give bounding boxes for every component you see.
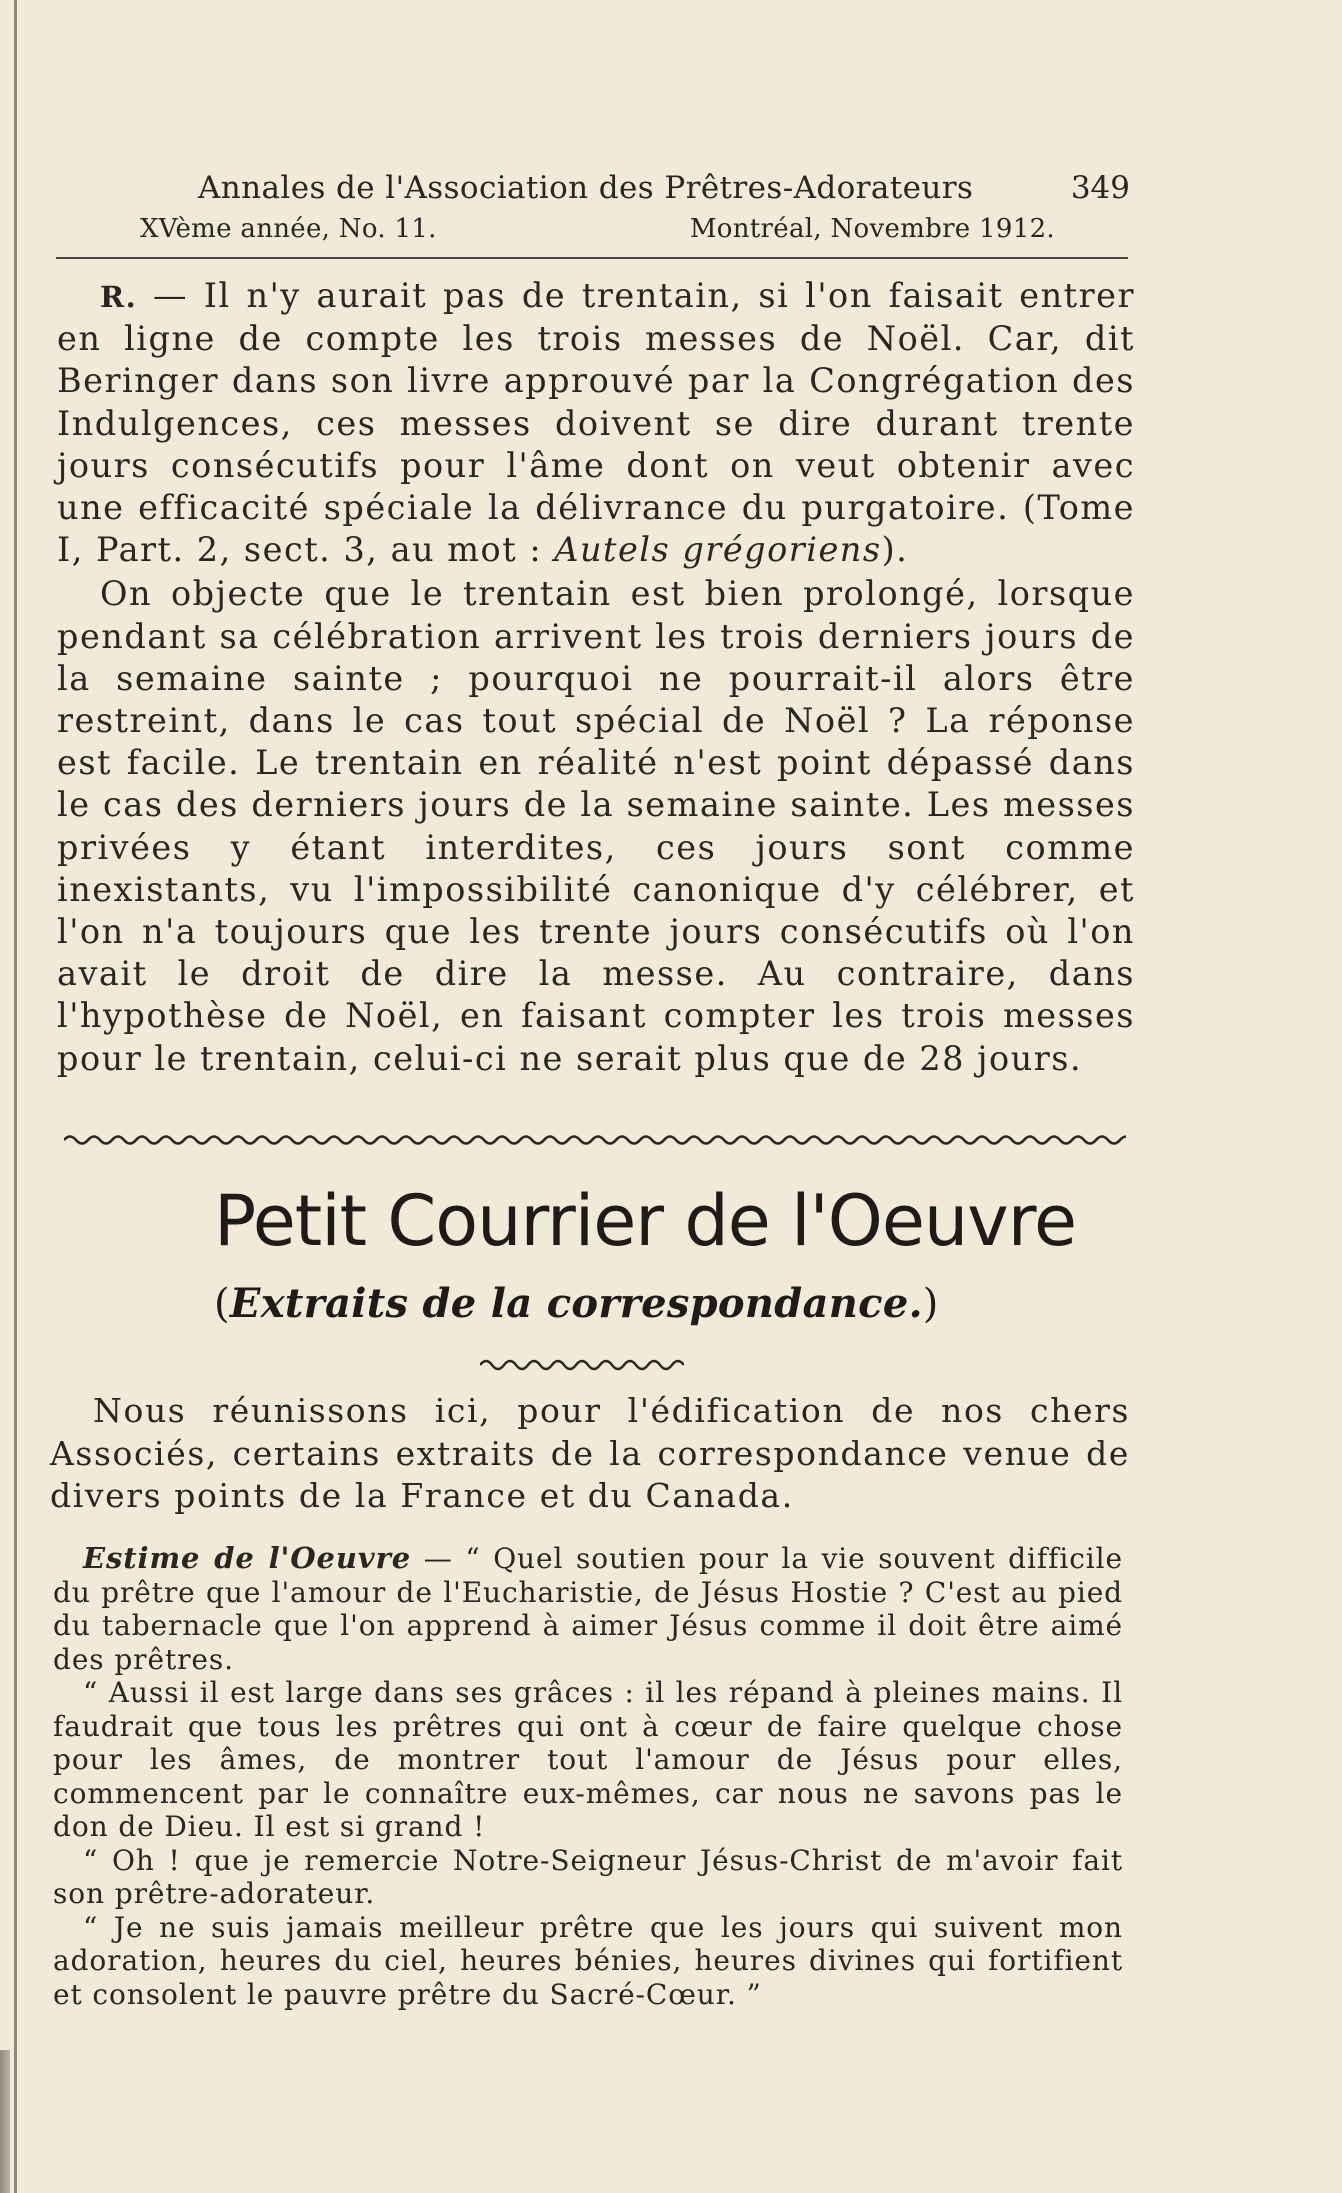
header-divider	[56, 257, 1128, 259]
excerpt-1	[53, 1542, 1123, 1676]
excerpt-1-text: — “ Quel soutien pour la vie souvent difficile du prêtre que l'amour de l'Eucharistie, de Jésus Hostie ? C'est au pied du tabernacle que l'on apprend à aimer Jésus comme il doit être aimé des prêtres.	[53, 1542, 1123, 1676]
running-title: Annales de l'Association des Prêtres-Adorateurs	[198, 170, 974, 206]
section-title: Petit Courrier de l'Oeuvre	[214, 1180, 1077, 1262]
page-binding-edge	[14, 0, 17, 2193]
excerpt-2: “ Aussi il est large dans ses grâces : il les répand à pleines mains. Il faudrait que tous les prêtres qui ont à cœur de faire quelque chose pour les âmes, de montrer tout l'amour de Jésus pour elles, commencent par le connaître eux-mêmes, car nous ne savons pas le don de Dieu. Il est si grand !	[53, 1676, 1123, 1843]
section-subtitle	[214, 1280, 939, 1327]
title-ornament	[480, 1356, 684, 1372]
page-number: 349	[1070, 170, 1130, 206]
subtitle-close-paren: )	[922, 1281, 939, 1327]
reply-reference: Autels grégoriens	[554, 530, 882, 570]
reply-paragraph	[57, 275, 1135, 571]
excerpt-3: “ Oh ! que je remercie Notre-Seigneur Jésus-Christ de m'avoir fait son prêtre-adorateur.	[53, 1843, 1123, 1910]
ornamental-divider	[64, 1128, 1126, 1148]
running-header	[140, 170, 1130, 250]
section-intro	[50, 1390, 1130, 1518]
article-continuation	[57, 275, 1135, 1080]
reply-text: — Il n'y aurait pas de trentain, si l'on faisait entrer en ligne de compte les trois messes de Noël. Car, dit Beringer dans son livre approuvé par la Congrégation des Indulgences, ces messes doivent se dire durant trente jours consécutifs pour l'âme dont on veut obtenir avec une efficacité spéciale la délivrance du purgatoire. (Tome I, Part. 2, sect. 3, au mot :	[57, 276, 1135, 570]
place-date: Montréal, Novembre 1912.	[689, 214, 1055, 244]
subtitle-open-paren: (	[214, 1281, 230, 1327]
correspondence-excerpts	[53, 1542, 1123, 2011]
excerpt-4: “ Je ne suis jamais meilleur prêtre que les jours qui suivent mon adoration, heures du ciel, heures bénies, heures divines qui fortifient et consolent le pauvre prêtre du Sacré-Cœur. ”	[53, 1910, 1123, 2011]
volume-info: XVème année, No. 11.	[140, 214, 437, 244]
intro-paragraph: Nous réunissons ici, pour l'édification de nos chers Associés, certains extraits de la correspondance venue de divers points de la France et du Canada.	[50, 1391, 1130, 1515]
reply-lead: R.	[100, 280, 138, 314]
excerpt-heading: Estime de l'Oeuvre	[83, 1541, 412, 1575]
subtitle-text: Extraits de la correspondance.	[229, 1280, 923, 1327]
page-corner-shadow	[0, 2050, 10, 2193]
objection-paragraph: On objecte que le trentain est bien prolongé, lorsque pendant sa célébration arrivent les trois derniers jours de la semaine sainte ; pourquoi ne pourrait-il alors être restreint, dans le cas tout spécial de Noël ? La réponse est facile. Le trentain en réalité n'est point dépassé dans le cas des derniers jours de la semaine sainte. Les messes privées y étant interdites, ces jours sont comme inexistants, vu l'impossibilité canonique d'y célébrer, et l'on n'a toujours que les trente jours consécutifs où l'on avait le droit de dire la messe. Au contraire, dans l'hypothèse de Noël, en faisant compter les trois messes pour le trentain, celui-ci ne serait plus que de 28 jours.	[57, 574, 1135, 1078]
reply-reference-end: ).	[881, 530, 909, 570]
